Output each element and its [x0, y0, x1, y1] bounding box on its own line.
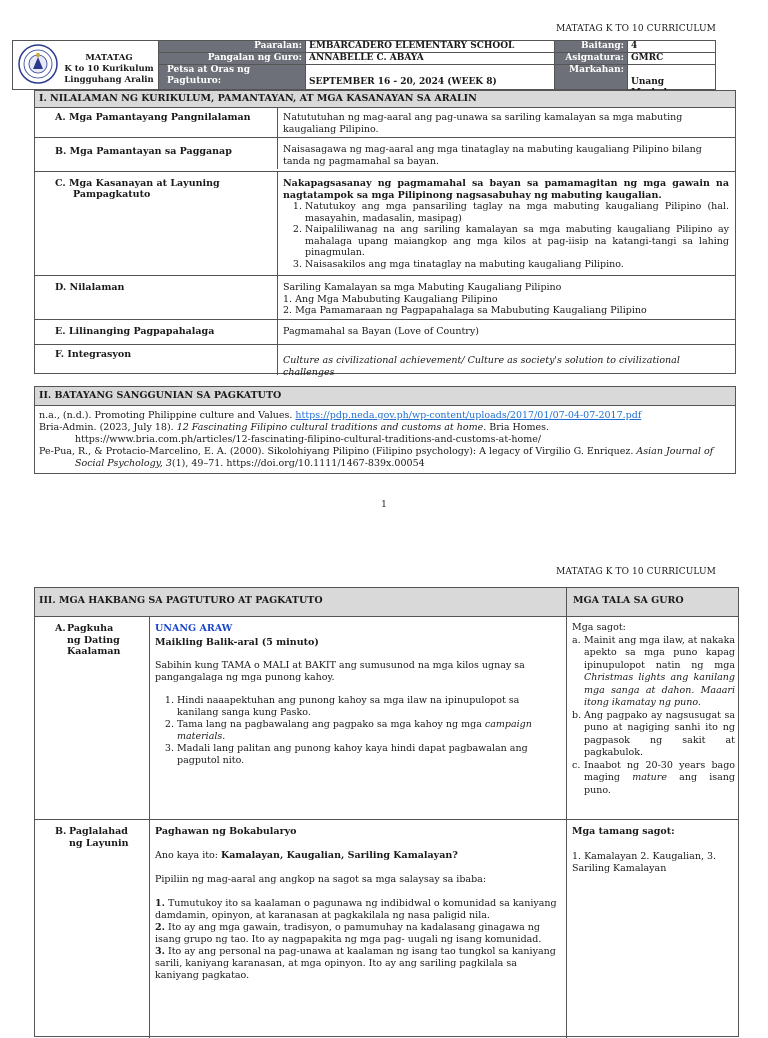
baitang-label: Baitang: [554, 41, 628, 53]
review-instruction: Sabihin kung TAMA o MALI at BAKIT ang sumusunod na mga kilos ugnay sa pangangalaga ng mga punong kahoy. [155, 660, 525, 683]
row-c-label-2: Pampagkatuto [73, 189, 151, 200]
row-integrasyon [35, 344, 735, 378]
row-d-content [283, 282, 729, 317]
row-b-label: B. Mga Pamantayan sa Pagganap [55, 146, 232, 157]
row-c-content [283, 178, 729, 270]
list-item: 3. Ito ay ang personal na pag-unawa at kaalaman ng isang tao tungkol sa kaniyang sarili, kaniyang karanasan, at mga opinyon. Ito ay ang sariling pagkilala sa kaniyang pagkatao. [155, 946, 556, 981]
list-item: 2. Ito ay ang mga gawain, tradisyon, o pamumuhay na kadalasang ginagawa ng isang grupo ng tao. Ito ay nagpapakita ng mga pag- uugali ng isang komunidad. [155, 922, 542, 945]
lesson-header [12, 40, 716, 90]
step-b-content [155, 826, 560, 982]
section-teaching-steps [34, 587, 739, 1037]
list-item: 2. Naipaliliwanag na ang sariling kamalayan sa mga mabuting kaugaliang Pilipino ay mahalaga upang maiangkop ang mga kilos at pag-iisip na katangi-tangi sa lahing pinagmulan. [305, 224, 729, 259]
list-item: 2. Tama lang na pagbawalang ang pagpako sa mga kahoy ng mga campaign materials. [177, 719, 560, 743]
petsa-value: SEPTEMBER 16 - 20, 2024 (WEEK 8) [309, 77, 497, 87]
section-references [34, 386, 736, 474]
section-curriculum [34, 90, 736, 378]
row-a-text: Natututuhan ng mag-aaral ang pag-unawa sa sariling kamalayan sa mga mabuting kaugaliang Pilipino. [283, 112, 683, 135]
row-f-text: Culture as civilizational achievement/ Culture as society's solution to civilizational challenges [283, 355, 680, 378]
row-b-text: Naisasagawa ng mag-aaral ang mga tinataglay na mabuting kaugaliang Pilipino bilang tanda ng pagmamahal sa bayan. [283, 144, 702, 167]
reference-url: https://www.bria.com.ph/articles/12-fascinating-filipino-cultural-traditions-and-customs-at-home/ [75, 434, 542, 445]
vocab-question: Ano kaya ito: Kamalayan, Kaugalian, Sariling Kamalayan? [155, 850, 458, 861]
markahan-value: Unang [631, 77, 665, 87]
review-list [155, 695, 560, 767]
paaralan-value: EMBARCADERO ELEMENTARY SCHOOL [306, 41, 554, 53]
row-a-label: A. Mga Pamantayang Pangnilalaman [55, 112, 251, 123]
row-d-label: D. Nilalaman [55, 282, 125, 293]
list-item: 1. Natutukoy ang mga pansariling taglay na mga mabuting kaugaliang Pilipino (hal. masayahin, madasalin, masipag) [305, 201, 729, 224]
reference-link[interactable]: https://pdp.neda.gov.ph/wp-content/uploads/2017/01/07-04-07-2017.pdf [295, 410, 642, 421]
row-pagpapahalaga [35, 319, 735, 345]
list-item: 3. Naisasakilos ang mga tinataglay na mabuting kaugaliang Pilipino. [305, 259, 729, 271]
day-label: UNANG ARAW [155, 623, 233, 634]
section1-title: I. NILALAMAN NG KURIKULUM, PAMANTAYAN, AT MGA KASANAYAN SA ARALIN [35, 91, 735, 108]
list-item: 1. Hindi naaapektuhan ang punong kahoy sa mga ilaw na ipinupulopot sa kanilang sanga kung Pasko. [177, 695, 560, 719]
deped-seal-icon [18, 44, 58, 84]
row-pamantayang-pangnilalaman [35, 108, 735, 137]
row-d-line: 1. Ang Mga Mabubuting Kaugaliang Pilipino [283, 293, 498, 305]
review-title: Maikling Balik-aral (5 minuto) [155, 637, 319, 648]
row-pamantayan-sa-pagganap [35, 137, 735, 169]
row-e-label: E. Lilinanging Pagpapahalaga [55, 326, 215, 337]
step-a-notes [572, 622, 735, 797]
curriculum-tag: MATATAG K TO 10 CURRICULUM [556, 567, 716, 577]
markahan-label: Markahan: [554, 65, 628, 89]
vocab-title: Paghawan ng Bokabularyo [155, 826, 297, 837]
step-a-label: A. Pagkuha ng Dating Kaalaman [55, 623, 135, 658]
list-item: a. Mainit ang mga ilaw, at nakaka apekto sa mga puno kapag ipinupulopot natin ng mga Christmas lights ang kanilang mga sanga at dahon. Maaari itong ikamatay ng puno. [572, 634, 735, 708]
header-title-lingguhan: Lingguhang Aralin [64, 75, 154, 85]
curriculum-tag: MATATAG K TO 10 CURRICULUM [556, 24, 716, 34]
step-a-content [155, 623, 560, 767]
header-title-kurikulum: K to 10 Kurikulum [64, 64, 154, 74]
reference-item: Pe-Pua, R., & Protacio-Marcelino, E. A. (2000). Sikolohiyang Pilipino (Filipino psychology): A legacy of Virgilio G. Enriquez. Asian Journal of Social Psychology, 3(1), 49–71. https://doi.org/10.1111/1467-839x.00054 [39, 446, 714, 469]
baitang-value: 4 [628, 41, 715, 53]
step-b-label: B. Paglalahad ng Layunin [55, 826, 129, 849]
notes-b-title: Mga tamang sagot: [572, 826, 675, 837]
list-item: b. Ang pagpako ay nagsusugat sa puno at nagiging sanhi ito ng pagpasok ng sakit at pagkabulok. [572, 709, 735, 758]
section2-title: II. BATAYANG SANGGUNIAN SA PAGKATUTO [35, 387, 735, 406]
header-title-block [13, 41, 159, 89]
page-number: 1 [381, 500, 387, 510]
row-c-list [283, 201, 729, 270]
asignatura-label: Asignatura: [554, 53, 628, 65]
row-c-intro: Nakapagsasanay ng pagmamahal sa bayan sa pamamagitan ng mga gawain na nagtatampok sa mga Pilipinong nagsasabuhay ng mabuting kaugalian. [283, 178, 729, 201]
notes-a-title: Mga sagot: [572, 622, 626, 633]
guro-label: Pangalan ng Guro: [159, 53, 306, 65]
row-e-text: Pagmamahal sa Bayan (Love of Country) [283, 326, 479, 337]
notes-b-text: 1. Kamalayan 2. Kaugalian, 3. Sariling Kamalayan [572, 850, 717, 874]
list-item: c. Inaabot ng 20-30 years bago maging mature ang isang puno. [572, 759, 735, 796]
vocab-instruction: Pipiliin ng mag-aaral ang angkop na sagot sa mga salaysay sa ibaba: [155, 874, 487, 885]
row-c-label-1: C. Mga Kasanayan at Layuning [55, 178, 220, 189]
header-title-matatag: MATATAG [85, 53, 133, 63]
step-a-text: Pagkuha ng Dating Kaalaman [67, 623, 121, 657]
row-kasanayan [35, 171, 735, 276]
step-b-notes [572, 826, 732, 876]
row-d-line: 2. Mga Pamamaraan ng Pagpapahalaga sa Mabubuting Kaugaliang Pilipino [283, 305, 647, 316]
section3-title: III. MGA HAKBANG SA PAGTUTURO AT PAGKATUTO [39, 595, 323, 606]
petsa-label: Petsa at Oras ng Pagtuturo: [159, 65, 306, 89]
reference-item: Bria-Admin. (2023, July 18). 12 Fascinating Filipino cultural traditions and customs at home. Bria Homes. https://www.bria.com.ph/articles/12-fascinating-filipino-cultural-traditions-and-customs-at-home/ [39, 422, 550, 445]
asignatura-value: GMRC [628, 53, 715, 65]
reference-list [35, 406, 735, 474]
row-nilalaman [35, 275, 735, 320]
notes-title: MGA TALA SA GURO [573, 595, 684, 606]
list-item: 3. Madali lang palitan ang punong kahoy kaya hindi dapat pagbawalan ang pagputol nito. [177, 743, 560, 767]
guro-value: ANNABELLE C. ABAYA [306, 53, 554, 65]
paaralan-label: Paaralan: [159, 41, 306, 53]
reference-item: n.a., (n.d.). Promoting Philippine culture and Values. https://pdp.neda.gov.ph/wp-content/uploads/2017/01/07-04-07-2017.pdf [39, 410, 642, 421]
row-d-line: Sariling Kamalayan sa mga Mabuting Kaugaliang Pilipino [283, 282, 562, 293]
list-item: 1. Tumutukoy ito sa kaalaman o pagunawa ng indibidwal o komunidad sa kaniyang damdamin, opinyon, at karanasan at pagkakilala ng nasa paligid nila. [155, 898, 557, 921]
vocab-list [155, 898, 560, 982]
row-f-label: F. Integrasyon [55, 349, 132, 360]
